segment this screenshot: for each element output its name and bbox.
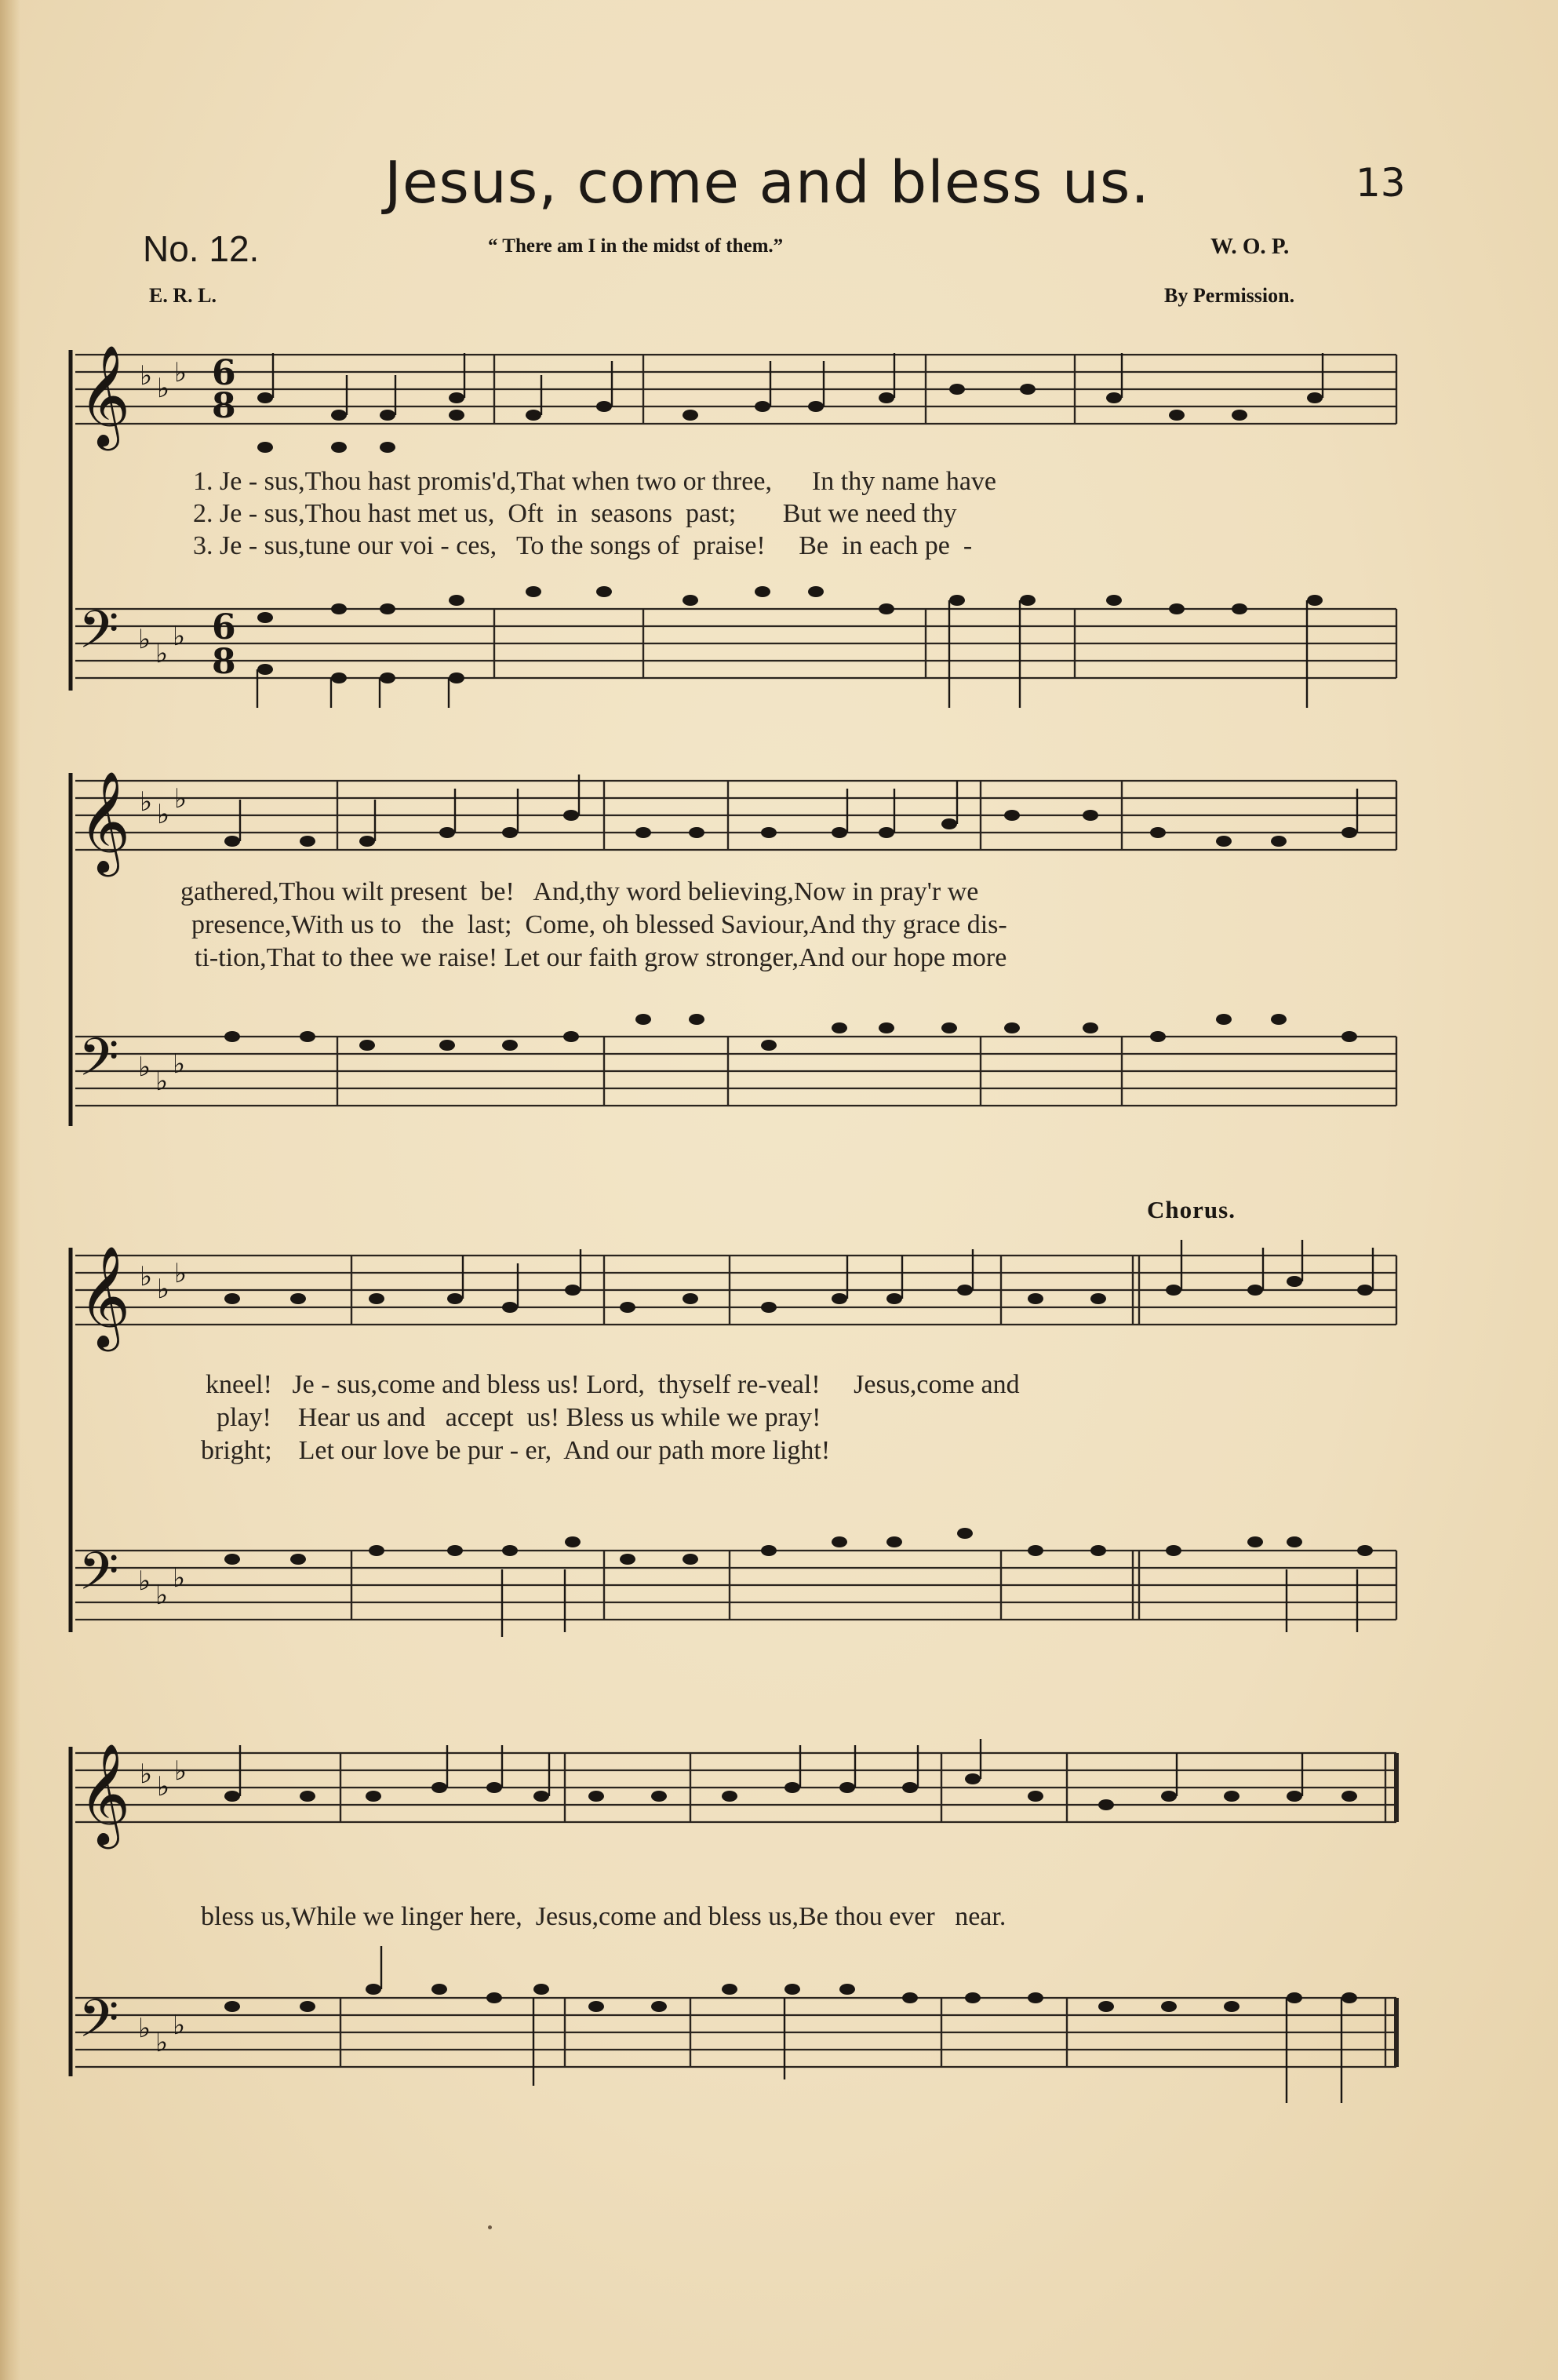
epigraph: “ There am I in the midst of them.”: [488, 235, 784, 257]
bass-staff: [75, 1528, 1396, 1637]
lyric-line: 3. Je - sus,tune our voi - ces, To the songs of praise! Be in each pe -: [193, 531, 973, 560]
hymn-number: No. 12.: [143, 228, 260, 269]
flat-icon: ♭: [140, 360, 153, 392]
flat-icon: ♭: [174, 1755, 187, 1787]
treble-staff: [75, 771, 1396, 877]
treble-clef-icon: 𝄞: [78, 1743, 131, 1845]
flat-icon: ♭: [173, 621, 186, 652]
flat-icon: ♭: [138, 1052, 151, 1083]
bass-staff: [75, 1014, 1396, 1106]
flat-icon: ♭: [155, 2027, 169, 2058]
svg-text:8: 8: [212, 642, 236, 682]
lyric-line: 2. Je - sus,Thou hast met us, Oft in seasons past; But we need thy: [193, 499, 957, 528]
flat-icon: ♭: [138, 2013, 151, 2044]
lyric-line: presence,With us to the last; Come, oh blessed Saviour,And thy grace dis-: [191, 910, 1007, 939]
paper-speck: [488, 2225, 492, 2229]
flat-icon: ♭: [157, 1274, 170, 1305]
treble-staff: [75, 344, 1396, 453]
treble-staff: [75, 1739, 1396, 1850]
svg-text:6: 6: [212, 353, 236, 393]
bass-clef-icon: 𝄢: [78, 600, 119, 672]
flat-icon: ♭: [157, 1771, 170, 1802]
hymn-title: Jesus, come and bless us.: [384, 149, 1150, 217]
flat-icon: ♭: [140, 1759, 153, 1790]
flat-icon: ♭: [173, 1048, 186, 1080]
permission-note: By Permission.: [1164, 284, 1295, 307]
treble-clef-icon: 𝄞: [78, 771, 131, 873]
lyric-line: 1. Je - sus,Thou hast promis'd,That when two or three, In thy name have: [193, 467, 997, 496]
author-initials: E. R. L.: [149, 284, 217, 307]
page-number: 13: [1356, 160, 1406, 206]
flat-icon: ♭: [173, 2010, 186, 2041]
bass-staff: [75, 1946, 1396, 2103]
bass-clef-icon: 𝄢: [78, 1988, 119, 2061]
bass-clef-icon: 𝄢: [78, 1541, 119, 1614]
flat-icon: ♭: [155, 1580, 169, 1611]
chorus-label: Chorus.: [1147, 1196, 1236, 1223]
flat-icon: ♭: [174, 357, 187, 388]
treble-clef-icon: 𝄞: [78, 1245, 131, 1347]
lyric-line: bright; Let our love be pur - er, And our path more light!: [201, 1436, 831, 1465]
flat-icon: ♭: [138, 624, 151, 655]
lyric-line: kneel! Je - sus,come and bless us! Lord, thyself re-veal! Jesus,come and: [206, 1370, 1020, 1399]
treble-clef-icon: 𝄞: [78, 344, 131, 446]
flat-icon: ♭: [157, 799, 170, 830]
flat-icon: ♭: [157, 373, 170, 404]
treble-staff: [75, 1240, 1396, 1352]
flat-icon: ♭: [174, 1258, 187, 1289]
lyric-line: ti-tion,That to thee we raise! Let our faith grow stronger,And our hope more: [195, 943, 1007, 972]
flat-icon: ♭: [140, 786, 153, 818]
svg-text:6: 6: [212, 607, 236, 647]
flat-icon: ♭: [140, 1261, 153, 1292]
bass-staff: [75, 586, 1396, 708]
flat-icon: ♭: [138, 1565, 151, 1597]
flat-icon: ♭: [174, 783, 187, 815]
lyric-line: gathered,Thou wilt present be! And,thy word believing,Now in pray'r we: [180, 877, 979, 906]
flat-icon: ♭: [155, 1066, 169, 1097]
flat-icon: ♭: [155, 638, 169, 669]
lyric-line: bless us,While we linger here, Jesus,come and bless us,Be thou ever near.: [201, 1902, 1007, 1931]
svg-text:8: 8: [212, 386, 236, 426]
flat-icon: ♭: [173, 1562, 186, 1594]
composer-initials: W. O. P.: [1210, 234, 1290, 259]
bass-clef-icon: 𝄢: [78, 1027, 119, 1100]
lyric-line: play! Hear us and accept us! Bless us while we pray!: [217, 1403, 821, 1432]
